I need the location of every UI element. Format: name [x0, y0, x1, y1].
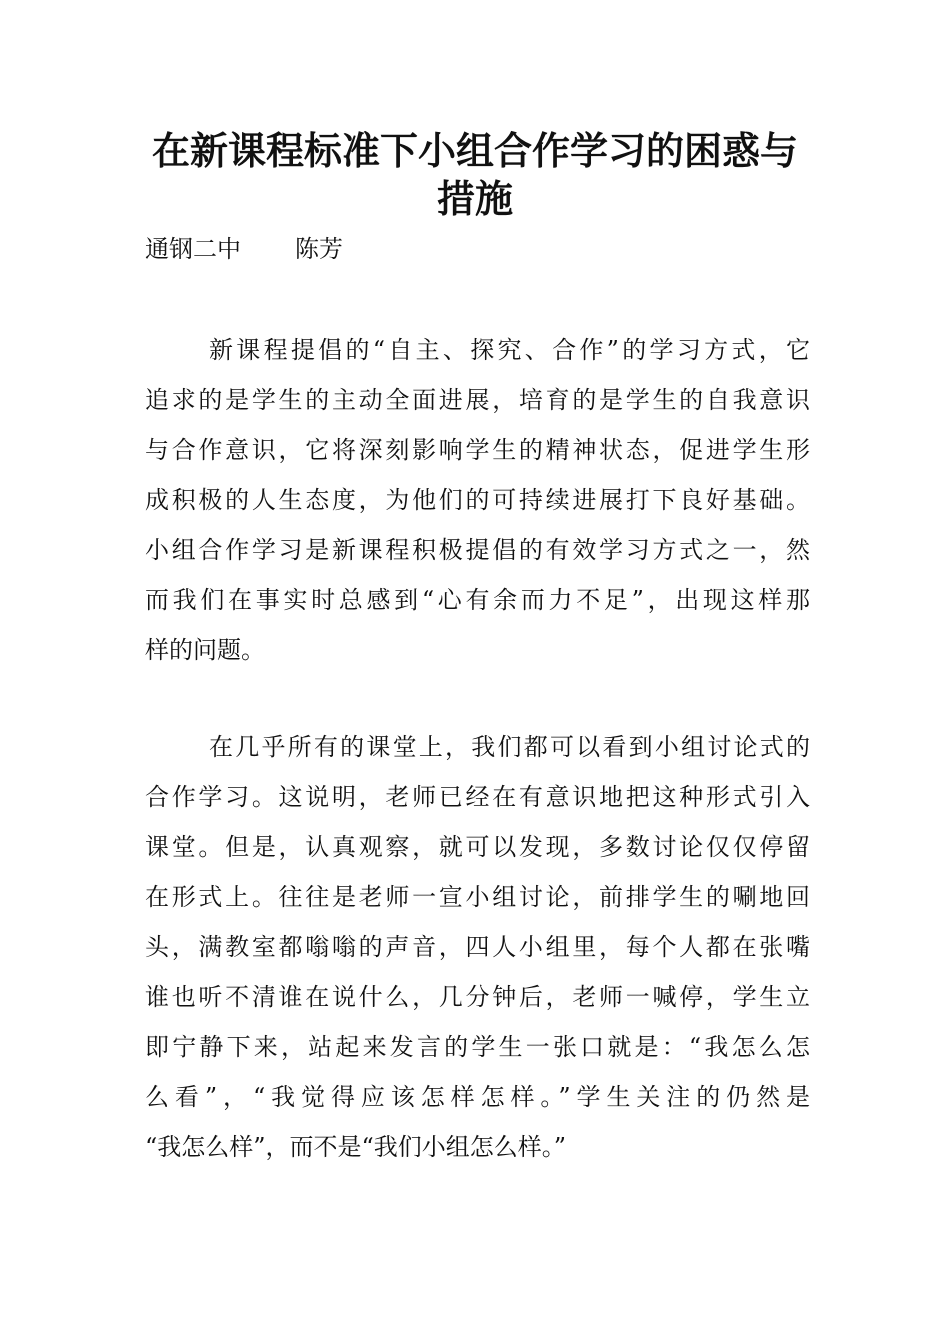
paragraph-line: 头，满教室都嗡嗡的声音，四人小组里，每个人都在张嘴	[145, 933, 810, 961]
paragraph-line: 在形式上。往往是老师一宣小组讨论，前排学生的唰地回	[145, 883, 810, 911]
paragraph-line: “我怎么样”，而不是“我们小组怎么样。”	[145, 1133, 567, 1161]
paragraph-line: 在几乎所有的课堂上，我们都可以看到小组讨论式的	[209, 733, 810, 761]
document-title-line-2: 措施	[436, 177, 513, 221]
paragraph-1	[145, 325, 810, 675]
paragraph-line: 课堂。但是，认真观察，就可以发现，多数讨论仅仅停留	[145, 833, 810, 861]
paragraph-2	[145, 722, 810, 1172]
paragraph-line: 追求的是学生的主动全面进展，培育的是学生的自我意识	[145, 386, 810, 414]
document-title-line-1: 在新课程标准下小组合作学习的困惑与	[151, 129, 798, 173]
author-school: 通钢二中	[145, 235, 241, 263]
paragraph-line: 新课程提倡的“自主、探究、合作”的学习方式，它	[209, 336, 810, 364]
paragraph-line: 即宁静下来，站起来发言的学生一张口就是：“我怎么怎	[145, 1033, 810, 1061]
author-line	[145, 232, 343, 266]
paragraph-line: 成积极的人生态度，为他们的可持续进展打下良好基础。	[145, 486, 810, 514]
paragraph-line: 谁也听不清谁在说什么，几分钟后，老师一喊停，学生立	[145, 983, 810, 1011]
paragraph-line: 合作学习。这说明，老师已经在有意识地把这种形式引入	[145, 783, 810, 811]
paragraph-line: 而我们在事实时总感到“心有余而力不足”，出现这样那	[145, 586, 810, 614]
paragraph-line: 小组合作学习是新课程积极提倡的有效学习方式之一，然	[145, 536, 810, 564]
author-name: 陈芳	[295, 235, 343, 263]
paragraph-line: 么看”，“我觉得应该怎样怎样。”学生关注的仍然是	[145, 1083, 810, 1111]
paragraph-line: 样的问题。	[145, 636, 265, 664]
paragraph-line: 与合作意识，它将深刻影响学生的精神状态，促进学生形	[145, 436, 810, 464]
